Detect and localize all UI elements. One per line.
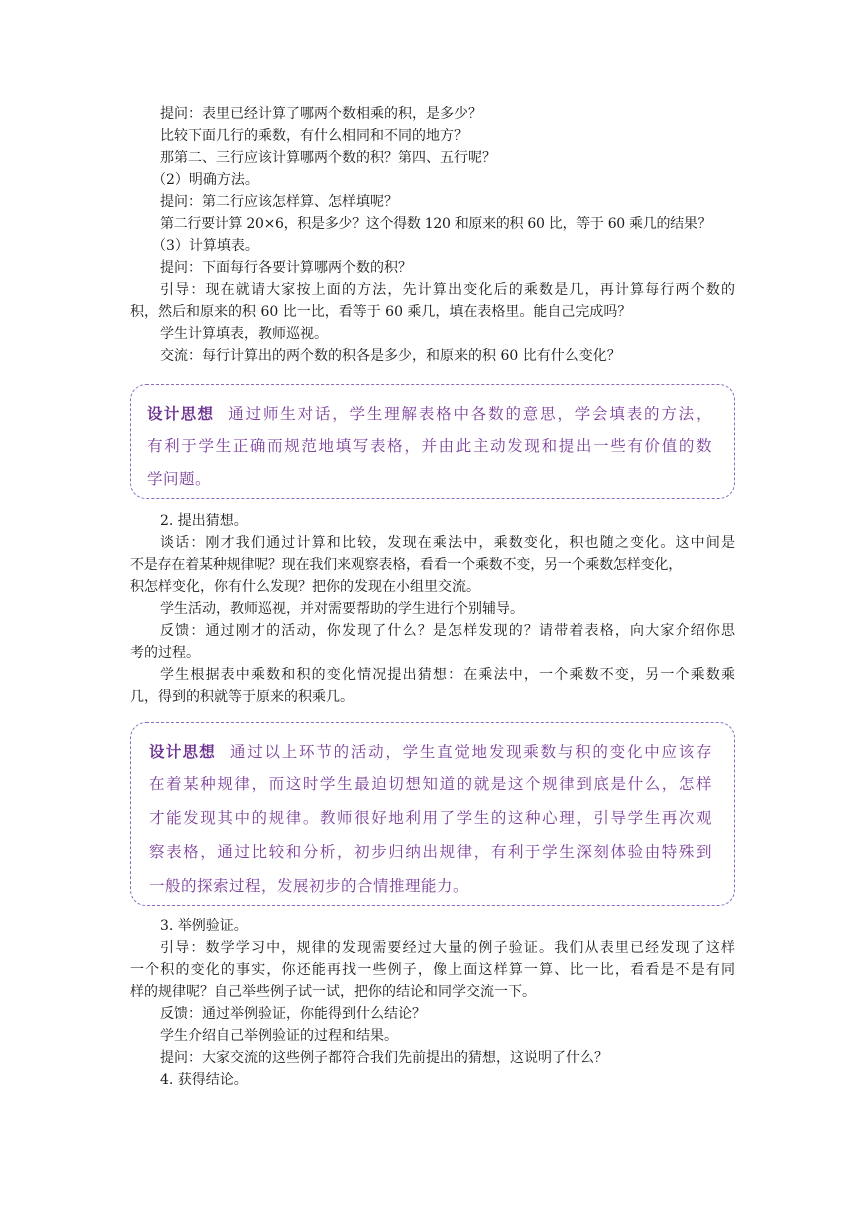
lesson-section-1	[130, 103, 735, 367]
paragraph: 反馈：通过刚才的活动，你发现了什么？是怎样发现的？请带着表格，向大家介绍你思	[160, 623, 735, 639]
design-line: 设计思想 通过师生对话，学生理解表格中各数的意思，学会填表的方法，	[147, 405, 712, 423]
design-line: 在着某种规律，而这时学生最迫切想知道的就是这个规律到底是什么，怎样	[149, 775, 712, 793]
paragraph: 一个积的变化的事实，你还能再找一些例子，像上面这样算一算、比一比，看看是不是有同	[130, 962, 735, 978]
paragraph: 积，然后和原来的积 60 比一比，看等于 60 乘几，填在表格里。能自己完成吗？	[130, 304, 632, 320]
design-thought-box-2	[130, 722, 735, 906]
design-line: 学问题。	[147, 470, 212, 488]
paragraph: 比较下面几行的乘数，有什么相同和不同的地方？	[160, 128, 468, 144]
paragraph: 学生根据表中乘数和积的变化情况提出猜想：在乘法中，一个乘数不变，另一个乘数乘	[160, 667, 735, 683]
design-line: 有利于学生正确而规范地填写表格，并由此主动发现和提出一些有价值的数	[147, 437, 712, 455]
paragraph: 几，得到的积就等于原来的积乘几。	[130, 689, 354, 705]
heading: 2. 提出猜想。	[160, 513, 248, 529]
design-thought-box-1	[130, 384, 735, 499]
subheading: （2）明确方法。	[152, 172, 259, 188]
design-line: 才能发现其中的规律。教师很好地利用了学生的这种心理，引导学生再次观	[149, 809, 712, 827]
design-line: 一般的探索过程，发展初步的合情推理能力。	[149, 877, 470, 895]
paragraph: 交流：每行计算出的两个数的积各是多少，和原来的积 60 比有什么变化？	[160, 348, 621, 364]
paragraph: 考的过程。	[130, 645, 200, 661]
paragraph: 谈话：刚才我们通过计算和比较，发现在乘法中，乘数变化，积也随之变化。这中间是	[160, 535, 735, 551]
paragraph: 提问：下面每行各要计算哪两个数的积？	[160, 260, 412, 276]
paragraph: 引导：数学学习中，规律的发现需要经过大量的例子验证。我们从表里已经发现了这样	[160, 940, 735, 956]
paragraph: 样的规律呢？自己举些例子试一试，把你的结论和同学交流一下。	[130, 984, 536, 1000]
paragraph: 引导：现在就请大家按上面的方法，先计算出变化后的乘数是几，再计算每行两个数的	[160, 282, 735, 298]
heading: 4. 获得结论。	[160, 1072, 248, 1088]
paragraph: 提问：表里已经计算了哪两个数相乘的积，是多少？	[160, 106, 482, 122]
paragraph: 第二行要计算 20×6，积是多少？这个得数 120 和原来的积 60 比，等于 60 乘几的结果？	[160, 216, 712, 232]
lesson-section-3	[130, 915, 735, 1091]
design-thought-label: 设计思想	[147, 405, 215, 423]
design-thought-label: 设计思想	[149, 743, 217, 761]
paragraph: 那第二、三行应该计算哪两个数的积？第四、五行呢？	[160, 150, 496, 166]
paragraph: 提问：大家交流的这些例子都符合我们先前提出的猜想，这说明了什么？	[160, 1050, 608, 1066]
heading: 3. 举例验证。	[160, 918, 248, 934]
subheading: （3）计算填表。	[152, 238, 259, 254]
paragraph: 学生计算填表，教师巡视。	[160, 326, 328, 342]
design-line: 察表格，通过比较和分析，初步归纳出规律，有利于学生深刻体验由特殊到	[149, 843, 712, 861]
paragraph: 学生活动，教师巡视，并对需要帮助的学生进行个别辅导。	[160, 601, 524, 617]
paragraph: 反馈：通过举例验证，你能得到什么结论？	[160, 1006, 426, 1022]
paragraph: 提问：第二行应该怎样算、怎样填呢？	[160, 194, 398, 210]
paragraph: 不是存在着某种规律呢？现在我们来观察表格，看看一个乘数不变，另一个乘数怎样变化，	[130, 557, 682, 573]
lesson-section-2	[130, 510, 735, 708]
paragraph: 学生介绍自己举例验证的过程和结果。	[160, 1028, 398, 1044]
paragraph: 积怎样变化，你有什么发现？把你的发现在小组里交流。	[130, 579, 480, 595]
design-line: 设计思想 通过以上环节的活动，学生直觉地发现乘数与积的变化中应该存	[149, 743, 712, 761]
